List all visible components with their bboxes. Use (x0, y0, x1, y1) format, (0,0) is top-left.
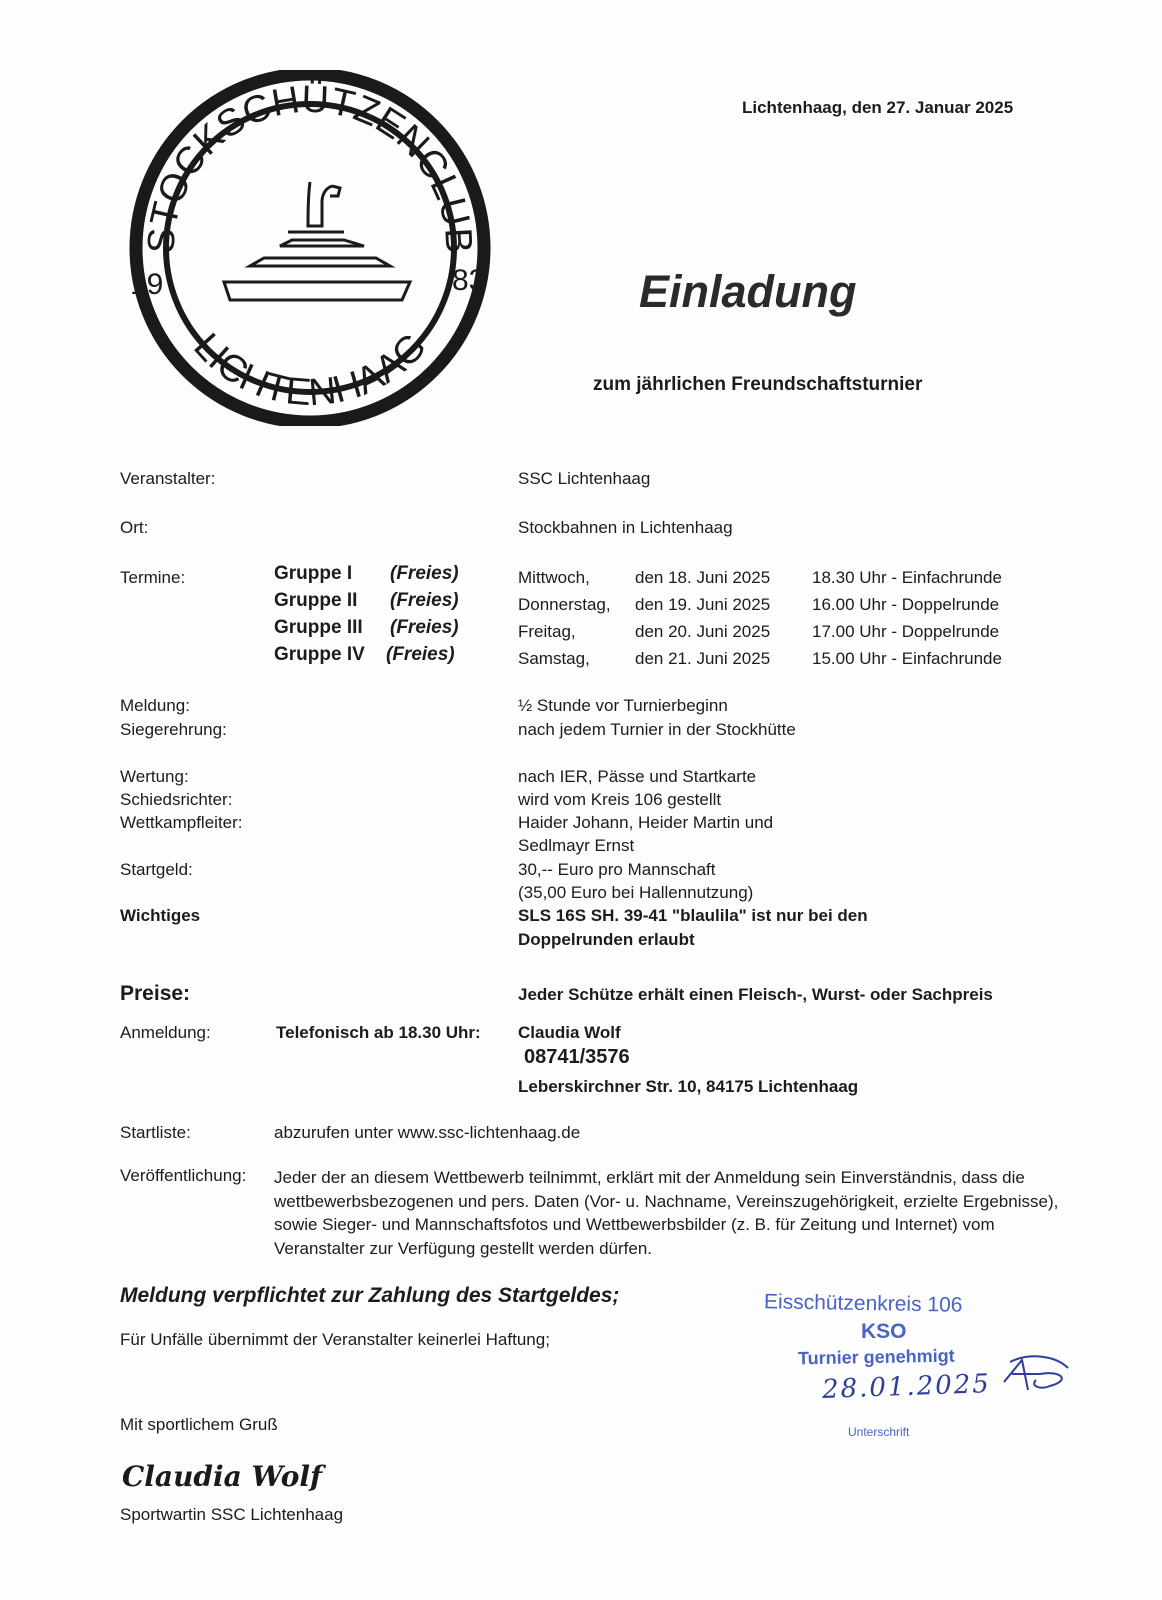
group-type: (Freies) (390, 617, 459, 638)
group-date: den 18. Juni 2025 (635, 568, 771, 587)
startgeld-value-2: (35,00 Euro bei Hallennutzung) (518, 883, 754, 902)
group-type: (Freies) (390, 563, 459, 584)
startliste-value: abzurufen unter www.ssc-lichtenhaag.de (274, 1123, 581, 1142)
logo-top-text: STOCKSCHÜTZENCLUB (140, 78, 480, 255)
handwritten-initial-icon (1000, 1352, 1074, 1402)
group-time: 18.30 Uhr - Einfachrunde (812, 568, 1002, 587)
group-name: Gruppe II (274, 590, 358, 611)
club-logo (112, 70, 508, 426)
group-date: den 21. Juni 2025 (635, 649, 771, 668)
stamp-line2: KSO (861, 1320, 907, 1343)
veranstalter-label: Veranstalter: (120, 469, 216, 488)
stamp-caption: Unterschrift (848, 1425, 910, 1439)
preise-label: Preise: (120, 982, 191, 1005)
group-date: den 20. Juni 2025 (635, 622, 771, 641)
logo-year-left: 19 (130, 268, 164, 301)
anmeldung-phone: 08741/3576 (524, 1046, 630, 1068)
page-subtitle: zum jährlichen Freundschaftsturnier (593, 374, 923, 395)
wettkampfleiter-label: Wettkampfleiter: (120, 813, 243, 832)
wichtiges-value: SLS 16S SH. 39-41 "blaulila" ist nur bei den (518, 906, 868, 925)
group-day: Mittwoch, (518, 568, 590, 587)
signer-role: Sportwartin SSC Lichtenhaag (120, 1505, 344, 1524)
logo-outer-ring (136, 74, 484, 422)
signature: Claudia Wolf (122, 1460, 323, 1493)
stamp-line3: Turnier genehmigt (797, 1345, 955, 1369)
group-type: (Freies) (386, 644, 455, 665)
date-line: Lichtenhaag, den 27. Januar 2025 (742, 98, 1014, 117)
wertung-value: nach IER, Pässe und Startkarte (518, 767, 757, 786)
stamp-line1: Eisschützenkreis 106 (763, 1290, 963, 1317)
wertung-label: Wertung: (120, 767, 189, 786)
group-name: Gruppe III (274, 617, 363, 638)
startgeld-value: 30,-- Euro pro Mannschaft (518, 860, 716, 879)
meldung-label: Meldung: (120, 696, 190, 715)
schiedsrichter-value: wird vom Kreis 106 gestellt (518, 790, 722, 809)
group-time: 17.00 Uhr - Doppelrunde (812, 622, 1000, 641)
anmeldung-mode: Telefonisch ab 18.30 Uhr: (276, 1023, 481, 1042)
startgeld-label: Startgeld: (120, 860, 193, 879)
group-time: 16.00 Uhr - Doppelrunde (812, 595, 1000, 614)
siegerehrung-label: Siegerehrung: (120, 720, 227, 739)
wichtiges-label: Wichtiges (120, 906, 201, 925)
group-date: den 19. Juni 2025 (635, 595, 771, 614)
page-title: Einladung (639, 266, 857, 317)
ort-label: Ort: (120, 518, 149, 537)
group-name: Gruppe IV (274, 644, 365, 665)
veranstalter-value: SSC Lichtenhaag (518, 469, 651, 488)
group-time: 15.00 Uhr - Einfachrunde (812, 649, 1002, 668)
group-day: Donnerstag, (518, 595, 611, 614)
handwritten-date: 28.01.2025 (821, 1369, 992, 1405)
group-type: (Freies) (390, 590, 459, 611)
anmeldung-name: Claudia Wolf (518, 1023, 621, 1042)
anmeldung-address: Leberskirchner Str. 10, 84175 Lichtenhaag (518, 1077, 859, 1096)
wettkampfleiter-value: Haider Johann, Heider Martin und (518, 813, 774, 832)
veroeffentlichung-label: Veröffentlichung: (120, 1166, 247, 1185)
wettkampfleiter-value-2: Sedlmayr Ernst (518, 836, 635, 855)
siegerehrung-value: nach jedem Turnier in der Stockhütte (518, 720, 796, 739)
logo-year-right: 83 (452, 264, 486, 297)
termine-label: Termine: (120, 568, 186, 587)
haftung-notice: Für Unfälle übernimmt der Veranstalter keinerlei Haftung; (120, 1330, 550, 1349)
preise-value: Jeder Schütze erhält einen Fleisch-, Wurst- oder Sachpreis (518, 985, 993, 1004)
veroeffentlichung-text: Jeder der an diesem Wettbewerb teilnimmt, erklärt mit der Anmeldung sein Einverständnis, dass die wettbewerbsbezogenen und pers. Daten (Vor- u. Nachname, Vereinszugehörigkeit, erzielte Ergebnisse), sowie Sieger- und Mannschaftsfotos und Wettbewerbsbilder (z. B. für Zeitung und Internet) vom Veranstalter zur Verfügung gestellt werden dürfen. (274, 1168, 1059, 1258)
meldung-notice: Meldung verpflichtet zur Zahlung des Startgeldes; (120, 1284, 620, 1307)
group-name: Gruppe I (274, 563, 353, 584)
group-day: Freitag, (518, 622, 576, 641)
schiedsrichter-label: Schiedsrichter: (120, 790, 233, 809)
meldung-value: ½ Stunde vor Turnierbeginn (518, 696, 728, 715)
group-day: Samstag, (518, 649, 590, 668)
startliste-label: Startliste: (120, 1123, 191, 1142)
curling-stone-icon (224, 182, 410, 300)
greeting: Mit sportlichem Gruß (120, 1415, 278, 1434)
wichtiges-value-2: Doppelrunden erlaubt (518, 930, 695, 949)
logo-bottom-text: LICHTENHAAG (185, 325, 435, 415)
anmeldung-label: Anmeldung: (120, 1023, 211, 1042)
ort-value: Stockbahnen in Lichtenhaag (518, 518, 733, 537)
